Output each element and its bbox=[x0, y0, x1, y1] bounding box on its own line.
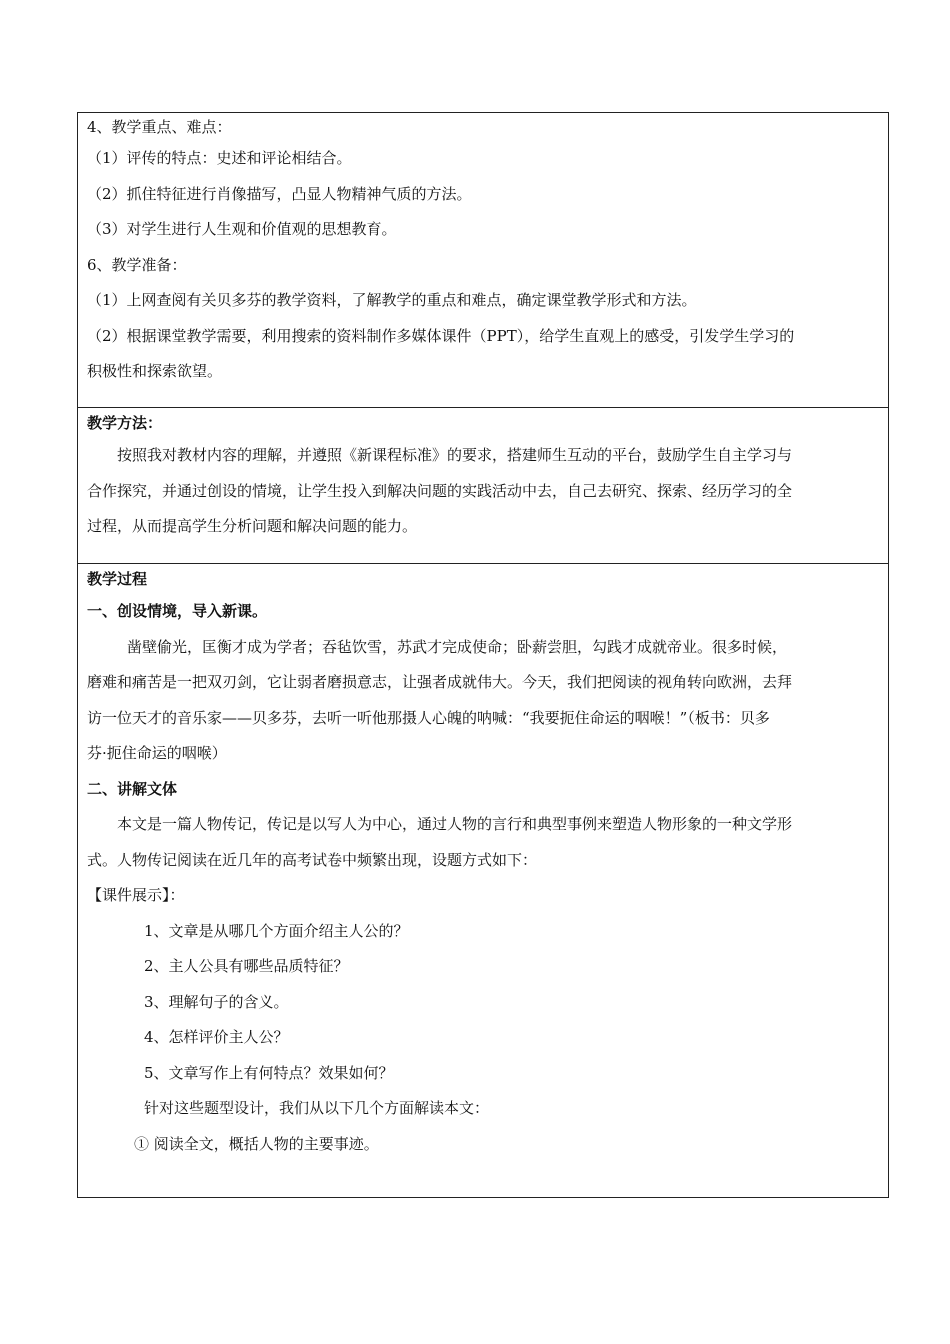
preparation-2: （2）根据课堂教学需要，利用搜索的资料制作多媒体课件（PPT），给学生直观上的感受，引发学生学习的 bbox=[87, 326, 795, 345]
key-point-3: （3）对学生进行人生观和价值观的思想教育。 bbox=[87, 220, 397, 238]
part2-line-1: 本文是一篇人物传记，传记是以写人为中心，通过人物的言行和典型事例来塑造人物形象的一种文学形 bbox=[117, 815, 793, 833]
part1-title: 一、创设情境，导入新课。 bbox=[87, 602, 268, 620]
question-4: 4、怎样评价主人公？ bbox=[144, 1028, 289, 1046]
part2-title: 二、讲解文体 bbox=[87, 779, 178, 798]
question-2: 2、主人公具有哪些品质特征？ bbox=[144, 957, 349, 975]
lesson-plan-table bbox=[77, 112, 889, 1198]
teaching-method-cell bbox=[78, 408, 888, 564]
step-1: ① 阅读全文，概括人物的主要事迹。 bbox=[134, 1134, 379, 1153]
teaching-process-heading: 教学过程 bbox=[87, 570, 148, 588]
teaching-method-heading: 教学方法： bbox=[87, 414, 163, 432]
key-point-2: （2）抓住特征进行肖像描写，凸显人物精神气质的方法。 bbox=[87, 184, 472, 203]
part1-line-4: 芬·扼住命运的咽喉） bbox=[87, 744, 227, 762]
preparation-2-cont: 积极性和探索欲望。 bbox=[87, 362, 223, 380]
closing-line: 针对这些题型设计，我们从以下几个方面解读本文： bbox=[144, 1099, 490, 1117]
part1-line-2: 磨难和痛苦是一把双刃剑，它让弱者磨损意志，让强者成就伟大。今天，我们把阅读的视角转向欧洲，去拜 bbox=[87, 673, 793, 691]
teaching-method-line-3: 过程，从而提高学生分析问题和解决问题的能力。 bbox=[87, 517, 418, 535]
teaching-method-line-1: 按照我对教材内容的理解，并遵照《新课程标准》的要求，搭建师生互动的平台，鼓励学生自主学习与 bbox=[117, 446, 793, 464]
part1-line-1: 凿壁偷光，匡衡才成为学者；吞毡饮雪，苏武才完成使命；卧薪尝胆，勾践才成就帝业。很多时候， bbox=[127, 637, 788, 656]
courseware-label: 【课件展示】： bbox=[87, 886, 185, 904]
preparation-heading: 6、教学准备： bbox=[87, 255, 187, 274]
question-1: 1、文章是从哪几个方面介绍主人公的？ bbox=[144, 921, 409, 940]
question-5: 5、文章写作上有何特点？效果如何？ bbox=[144, 1063, 394, 1082]
key-points-heading: 4、教学重点、难点： bbox=[87, 118, 232, 136]
question-3: 3、理解句子的含义。 bbox=[144, 992, 289, 1011]
teaching-process-cell bbox=[78, 564, 888, 1197]
preparation-1: （1）上网查阅有关贝多芬的教学资料，了解教学的重点和难点，确定课堂教学形式和方法。 bbox=[87, 291, 697, 309]
part1-line-3: 访一位天才的音乐家——贝多芬，去听一听他那摄人心魄的呐喊：“我要扼住命运的咽喉！”（板书：贝多 bbox=[87, 708, 770, 727]
part2-line-2: 式。人物传记阅读在近几年的高考试卷中频繁出现，设题方式如下： bbox=[87, 850, 538, 869]
key-points-and-preparation-cell bbox=[78, 113, 888, 408]
teaching-method-line-2: 合作探究，并通过创设的情境，让学生投入到解决问题的实践活动中去，自己去研究、探索、经历学习的全 bbox=[87, 481, 793, 500]
key-point-1: （1）评传的特点：史述和评论相结合。 bbox=[87, 149, 352, 167]
